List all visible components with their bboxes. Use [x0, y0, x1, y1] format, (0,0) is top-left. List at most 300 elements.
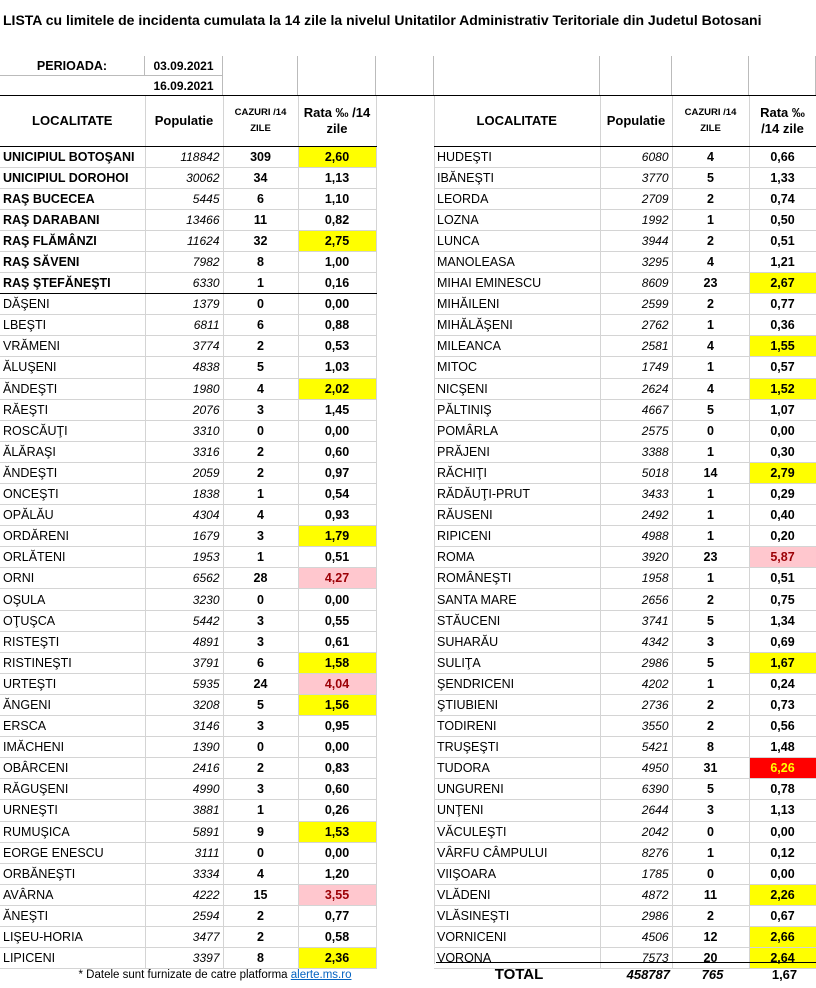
cases-cell: 2	[672, 694, 749, 715]
cases-cell: 14	[672, 462, 749, 483]
grid-cell	[749, 56, 816, 96]
locality-cell: ĂNDEŞTI	[0, 378, 145, 399]
cases-cell: 15	[223, 884, 298, 905]
table-row	[0, 336, 376, 357]
population-cell: 2762	[600, 315, 672, 336]
table-row	[0, 673, 376, 694]
cases-cell: 1	[672, 568, 749, 589]
population-cell: 2575	[600, 420, 672, 441]
locality-cell: MIHĂILENI	[434, 294, 600, 315]
locality-cell: OŢUŞCA	[0, 610, 145, 631]
cases-cell: 1	[672, 441, 749, 462]
locality-cell: MITOC	[434, 357, 600, 378]
rate-cell: 0,00	[298, 842, 376, 863]
population-cell: 5935	[145, 673, 223, 694]
rate-cell: 0,78	[749, 779, 816, 800]
cases-cell: 3	[223, 779, 298, 800]
locality-cell: PĂLTINIŞ	[434, 399, 600, 420]
table-row	[0, 821, 376, 842]
table-row	[0, 863, 376, 884]
locality-cell: STĂUCENI	[434, 610, 600, 631]
cases-cell: 4	[672, 336, 749, 357]
cases-cell: 2	[223, 905, 298, 926]
table-row	[434, 673, 816, 694]
locality-cell: ŞENDRICENI	[434, 673, 600, 694]
locality-cell: RĂGUŞENI	[0, 779, 145, 800]
population-cell: 1838	[145, 484, 223, 505]
cases-cell: 5	[672, 167, 749, 188]
locality-cell: VORONA	[434, 948, 600, 969]
population-cell: 3770	[600, 167, 672, 188]
rate-cell: 1,07	[749, 399, 816, 420]
rate-cell: 4,04	[298, 673, 376, 694]
population-cell: 3208	[145, 694, 223, 715]
locality-cell: ORDĂRENI	[0, 526, 145, 547]
locality-cell: PRĂJENI	[434, 441, 600, 462]
table-row	[0, 926, 376, 947]
rate-cell: 0,95	[298, 716, 376, 737]
cases-cell: 1	[223, 547, 298, 568]
population-cell: 5442	[145, 610, 223, 631]
page-title: LISTA cu limitele de incidenta cumulata la 14 zile la nivelul Unitatilor Administrativ Teritoriale din Judetul Botosani	[3, 12, 762, 28]
table-row	[0, 378, 376, 399]
cases-cell: 0	[223, 737, 298, 758]
population-cell: 1980	[145, 378, 223, 399]
locality-cell: RAŞ SĂVENI	[0, 251, 145, 272]
population-cell: 4950	[600, 758, 672, 779]
rate-cell: 1,34	[749, 610, 816, 631]
rate-cell: 0,26	[298, 800, 376, 821]
table-row	[0, 315, 376, 336]
table-row	[0, 294, 376, 315]
population-cell: 6330	[145, 273, 223, 294]
rate-cell: 0,73	[749, 694, 816, 715]
locality-cell: URTEŞTI	[0, 673, 145, 694]
population-cell: 3111	[145, 842, 223, 863]
locality-cell: EORGE ENESCU	[0, 842, 145, 863]
cases-cell: 3	[223, 399, 298, 420]
header-localitate: LOCALITATE	[0, 96, 145, 146]
locality-cell: HUDEŞTI	[434, 146, 600, 167]
table-row	[434, 188, 816, 209]
population-cell: 3310	[145, 420, 223, 441]
cases-cell: 1	[223, 484, 298, 505]
rate-cell: 1,52	[749, 378, 816, 399]
population-cell: 3944	[600, 230, 672, 251]
table-row	[434, 800, 816, 821]
cases-cell: 4	[672, 146, 749, 167]
cases-cell: 1	[672, 526, 749, 547]
population-cell: 13466	[145, 209, 223, 230]
rate-cell: 1,58	[298, 652, 376, 673]
right-table	[434, 96, 816, 969]
rate-cell: 0,51	[749, 230, 816, 251]
cases-cell: 1	[672, 505, 749, 526]
rate-cell: 3,55	[298, 884, 376, 905]
cases-cell: 1	[672, 357, 749, 378]
rate-cell: 0,60	[298, 779, 376, 800]
rate-cell: 2,60	[298, 146, 376, 167]
source-link[interactable]: alerte.ms.ro	[290, 969, 352, 981]
table-row	[0, 589, 376, 610]
cases-cell: 2	[223, 336, 298, 357]
cases-cell: 0	[672, 863, 749, 884]
cases-cell: 2	[672, 905, 749, 926]
rate-cell: 0,77	[298, 905, 376, 926]
rate-cell: 0,16	[298, 273, 376, 294]
table-row	[434, 884, 816, 905]
locality-cell: URNEŞTI	[0, 800, 145, 821]
population-cell: 2076	[145, 399, 223, 420]
locality-cell: RAŞ ŞTEFĂNEŞTI	[0, 273, 145, 294]
header-rata: Rata ‰ /14 zile	[298, 96, 376, 146]
left-header-row	[0, 96, 376, 146]
population-cell: 6562	[145, 568, 223, 589]
cases-cell: 2	[223, 462, 298, 483]
rate-cell: 1,03	[298, 357, 376, 378]
locality-cell: RIPICENI	[434, 526, 600, 547]
table-row	[0, 505, 376, 526]
cases-cell: 2	[672, 230, 749, 251]
table-row	[434, 294, 816, 315]
population-cell: 3146	[145, 716, 223, 737]
rate-cell: 0,24	[749, 673, 816, 694]
rate-cell: 0,54	[298, 484, 376, 505]
table-row	[434, 737, 816, 758]
cases-cell: 8	[223, 251, 298, 272]
table-row	[0, 716, 376, 737]
population-cell: 4891	[145, 631, 223, 652]
cases-cell: 1	[672, 484, 749, 505]
population-cell: 3741	[600, 610, 672, 631]
population-cell: 1679	[145, 526, 223, 547]
table-row	[0, 167, 376, 188]
population-cell: 1953	[145, 547, 223, 568]
table-row	[434, 336, 816, 357]
grid-cell	[376, 56, 434, 96]
grid-cell	[298, 56, 376, 96]
cases-cell: 20	[672, 948, 749, 969]
rate-cell: 2,66	[749, 926, 816, 947]
locality-cell: ĂNDEŞTI	[0, 462, 145, 483]
population-cell: 5891	[145, 821, 223, 842]
cases-cell: 6	[223, 188, 298, 209]
cases-cell: 2	[672, 188, 749, 209]
rate-cell: 1,79	[298, 526, 376, 547]
locality-cell: MANOLEASA	[434, 251, 600, 272]
table-row	[0, 146, 376, 167]
locality-cell: SUHARĂU	[434, 631, 600, 652]
table-row	[434, 462, 816, 483]
locality-cell: SANTA MARE	[434, 589, 600, 610]
rate-cell: 0,66	[749, 146, 816, 167]
population-cell: 3791	[145, 652, 223, 673]
population-cell: 5445	[145, 188, 223, 209]
population-cell: 3334	[145, 863, 223, 884]
table-row	[0, 420, 376, 441]
population-cell: 2594	[145, 905, 223, 926]
cases-cell: 0	[223, 589, 298, 610]
locality-cell: ORLĂTENI	[0, 547, 145, 568]
rate-cell: 0,97	[298, 462, 376, 483]
cases-cell: 4	[223, 863, 298, 884]
cases-cell: 2	[223, 926, 298, 947]
locality-cell: LBEŞTI	[0, 315, 145, 336]
locality-cell: UNGURENI	[434, 779, 600, 800]
rate-cell: 0,51	[749, 568, 816, 589]
table-row	[0, 884, 376, 905]
rate-cell: 2,26	[749, 884, 816, 905]
table-row	[434, 547, 816, 568]
population-cell: 4506	[600, 926, 672, 947]
header-localitate: LOCALITATE	[434, 96, 600, 146]
population-cell: 2416	[145, 758, 223, 779]
population-cell: 2656	[600, 589, 672, 610]
locality-cell: ŞTIUBIENI	[434, 694, 600, 715]
rate-cell: 1,48	[749, 737, 816, 758]
population-cell: 5018	[600, 462, 672, 483]
population-cell: 11624	[145, 230, 223, 251]
rate-cell: 0,00	[298, 589, 376, 610]
locality-cell: ONCEŞTI	[0, 484, 145, 505]
left-table	[0, 96, 377, 969]
table-row	[0, 188, 376, 209]
table-row	[0, 547, 376, 568]
table-row	[0, 631, 376, 652]
population-cell: 2581	[600, 336, 672, 357]
rate-cell: 0,00	[749, 863, 816, 884]
population-cell: 1749	[600, 357, 672, 378]
population-cell: 8609	[600, 273, 672, 294]
locality-cell: LEORDA	[434, 188, 600, 209]
rate-cell: 0,74	[749, 188, 816, 209]
locality-cell: POMÂRLA	[434, 420, 600, 441]
cases-cell: 2	[223, 441, 298, 462]
population-cell: 1390	[145, 737, 223, 758]
locality-cell: IMĂCHENI	[0, 737, 145, 758]
table-row	[0, 273, 376, 294]
cases-cell: 0	[223, 420, 298, 441]
locality-cell: TRUŞEŞTI	[434, 737, 600, 758]
population-cell: 4872	[600, 884, 672, 905]
locality-cell: RĂDĂUŢI-PRUT	[434, 484, 600, 505]
rate-cell: 1,13	[298, 167, 376, 188]
rate-cell: 1,55	[749, 336, 816, 357]
table-row	[434, 526, 816, 547]
rate-cell: 0,58	[298, 926, 376, 947]
table-row	[434, 441, 816, 462]
cases-cell: 11	[672, 884, 749, 905]
locality-cell: RAŞ FLĂMÂNZI	[0, 230, 145, 251]
cases-cell: 5	[672, 779, 749, 800]
population-cell: 2042	[600, 821, 672, 842]
table-row	[0, 357, 376, 378]
rate-cell: 0,00	[298, 420, 376, 441]
population-cell: 3388	[600, 441, 672, 462]
rate-cell: 2,64	[749, 948, 816, 969]
population-cell: 4838	[145, 357, 223, 378]
cases-cell: 1	[672, 315, 749, 336]
table-row	[434, 821, 816, 842]
cases-cell: 2	[672, 294, 749, 315]
rate-cell: 0,82	[298, 209, 376, 230]
period-start: 03.09.2021	[145, 56, 223, 76]
cases-cell: 4	[223, 505, 298, 526]
table-row	[434, 694, 816, 715]
rate-cell: 1,45	[298, 399, 376, 420]
header-rata: Rata ‰ /14 zile	[749, 96, 816, 146]
rate-cell: 0,51	[298, 547, 376, 568]
table-row	[434, 758, 816, 779]
table-row	[434, 631, 816, 652]
header-populatie: Populatie	[145, 96, 223, 146]
cases-cell: 5	[223, 694, 298, 715]
population-cell: 2644	[600, 800, 672, 821]
rate-cell: 0,69	[749, 631, 816, 652]
cases-cell: 3	[223, 716, 298, 737]
rate-cell: 0,57	[749, 357, 816, 378]
locality-cell: SULIŢA	[434, 652, 600, 673]
total-rate: 1,67	[771, 967, 798, 982]
population-cell: 1785	[600, 863, 672, 884]
cases-cell: 1	[672, 842, 749, 863]
table-row	[0, 652, 376, 673]
rate-cell: 0,30	[749, 441, 816, 462]
population-cell: 3397	[145, 948, 223, 969]
locality-cell: OPĂLĂU	[0, 505, 145, 526]
population-cell: 3230	[145, 589, 223, 610]
rate-cell: 0,00	[749, 821, 816, 842]
population-cell: 6811	[145, 315, 223, 336]
rate-cell: 0,00	[749, 420, 816, 441]
right-table-body	[434, 146, 816, 969]
locality-cell: UNICIPIUL BOTOŞANI	[0, 146, 145, 167]
locality-cell: ORNI	[0, 568, 145, 589]
population-cell: 2986	[600, 905, 672, 926]
population-cell: 4202	[600, 673, 672, 694]
spacer-column	[376, 96, 435, 964]
population-cell: 3881	[145, 800, 223, 821]
locality-cell: RĂEŞTI	[0, 399, 145, 420]
rate-cell: 0,00	[298, 294, 376, 315]
rate-cell: 0,40	[749, 505, 816, 526]
locality-cell: RISTINEŞTI	[0, 652, 145, 673]
rate-cell: 0,83	[298, 758, 376, 779]
locality-cell: LOZNA	[434, 209, 600, 230]
population-cell: 3920	[600, 547, 672, 568]
locality-cell: LIPICENI	[0, 948, 145, 969]
table-row	[434, 315, 816, 336]
locality-cell: OBÂRCENI	[0, 758, 145, 779]
period-end: 16.09.2021	[145, 76, 223, 96]
rate-cell: 2,02	[298, 378, 376, 399]
cases-cell: 5	[672, 652, 749, 673]
table-row	[434, 378, 816, 399]
table-row	[0, 779, 376, 800]
cases-cell: 3	[672, 631, 749, 652]
population-cell: 2492	[600, 505, 672, 526]
rate-cell: 5,87	[749, 547, 816, 568]
population-cell: 3295	[600, 251, 672, 272]
locality-cell: VRĂMENI	[0, 336, 145, 357]
table-row	[434, 926, 816, 947]
header-cazuri: CAZURI /14 ZILE	[223, 96, 298, 146]
cases-cell: 5	[672, 610, 749, 631]
population-cell: 7573	[600, 948, 672, 969]
locality-cell: NICŞENI	[434, 378, 600, 399]
cases-cell: 0	[672, 821, 749, 842]
population-cell: 2986	[600, 652, 672, 673]
cases-cell: 31	[672, 758, 749, 779]
table-row	[0, 737, 376, 758]
locality-cell: MIHĂLĂŞENI	[434, 315, 600, 336]
cases-cell: 1	[672, 673, 749, 694]
rate-cell: 1,00	[298, 251, 376, 272]
population-cell: 5421	[600, 737, 672, 758]
cases-cell: 309	[223, 146, 298, 167]
locality-cell: VIIŞOARA	[434, 863, 600, 884]
grid-cell	[223, 56, 298, 96]
rate-cell: 0,67	[749, 905, 816, 926]
cases-cell: 2	[672, 716, 749, 737]
population-cell: 4222	[145, 884, 223, 905]
table-row	[434, 167, 816, 188]
table-row	[434, 905, 816, 926]
locality-cell: VÂRFU CÂMPULUI	[434, 842, 600, 863]
locality-cell: RĂUSENI	[434, 505, 600, 526]
rate-cell: 1,13	[749, 800, 816, 821]
table-row	[434, 505, 816, 526]
locality-cell: VLĂSINEŞTI	[434, 905, 600, 926]
locality-cell: LIŞEU-HORIA	[0, 926, 145, 947]
table-row	[434, 863, 816, 884]
rate-cell: 1,10	[298, 188, 376, 209]
table-row	[0, 251, 376, 272]
cases-cell: 24	[223, 673, 298, 694]
population-cell: 4988	[600, 526, 672, 547]
total-label: TOTAL	[494, 966, 544, 983]
population-cell: 118842	[145, 146, 223, 167]
period-label: PERIOADA:	[0, 56, 145, 76]
table-row	[0, 758, 376, 779]
locality-cell: RĂCHIŢI	[434, 462, 600, 483]
population-cell: 1992	[600, 209, 672, 230]
locality-cell: RUMUŞICA	[0, 821, 145, 842]
table-row	[0, 842, 376, 863]
table-row	[434, 484, 816, 505]
cases-cell: 3	[223, 526, 298, 547]
rate-cell: 0,29	[749, 484, 816, 505]
rate-cell: 0,50	[749, 209, 816, 230]
cases-cell: 0	[223, 294, 298, 315]
locality-cell: RAŞ BUCECEA	[0, 188, 145, 209]
locality-cell: RAŞ DARABANI	[0, 209, 145, 230]
cases-cell: 23	[672, 273, 749, 294]
population-cell: 2736	[600, 694, 672, 715]
population-cell: 3433	[600, 484, 672, 505]
rate-cell: 1,56	[298, 694, 376, 715]
locality-cell: VĂCULEŞTI	[434, 821, 600, 842]
table-row	[434, 568, 816, 589]
table-row	[434, 399, 816, 420]
table-row	[0, 694, 376, 715]
rate-cell: 0,12	[749, 842, 816, 863]
table-row	[434, 230, 816, 251]
locality-cell: ĂNGENI	[0, 694, 145, 715]
rate-cell: 0,93	[298, 505, 376, 526]
population-cell: 3316	[145, 441, 223, 462]
locality-cell: VLĂDENI	[434, 884, 600, 905]
